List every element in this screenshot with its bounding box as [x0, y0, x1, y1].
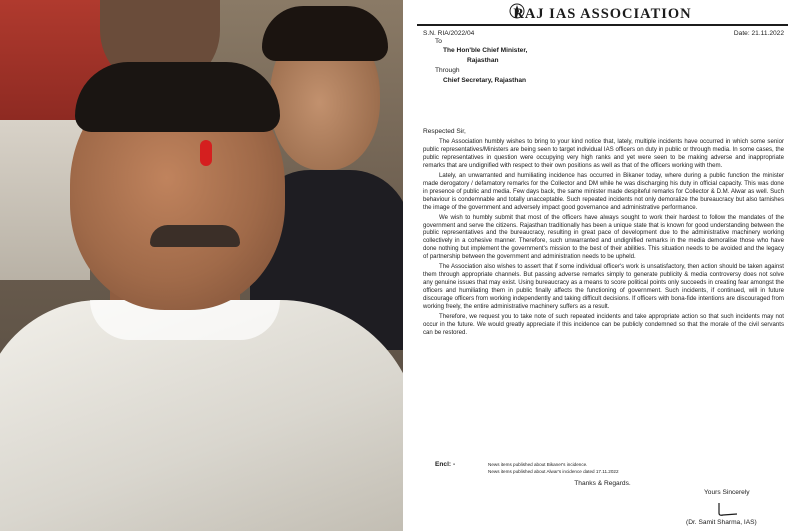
paragraph-1: The Association humbly wishes to bring to your kind notice that, lately, multiple incidents have occurred in which some senior public representatives/Ministers are being seen to target individual IAS officers on duty in public or through media. In some cases, the public representatives in question were occupying very high ranks and yet were seen to be making adverse and inappropriate remarks that are undignified with respect to their own positions as well as that of the officers working with them.	[423, 138, 784, 169]
letterhead-divider	[417, 24, 788, 26]
letterhead-title: RAJ IAS ASSOCIATION	[513, 6, 692, 22]
recipient-line-1: The Hon'ble Chief Minister,	[443, 47, 528, 54]
enclosure-list	[488, 462, 619, 475]
letter-body	[423, 138, 784, 339]
photo-tilak-mark	[200, 140, 212, 166]
enclosure-label: Encl: -	[435, 461, 456, 468]
paragraph-4: The Association also wishes to assert that if some individual officer's work is unsatisfactory, then action should be taken against them through appropriate channels. But passing adverse remarks simply to generate publicity & media controversy does not solve any genuine issues that may exist. Using bureaucracy as a means to score political points only succeeds in creating fear amongst the officers and humiliating them in public finally affects the functioning of government. Such incidents, if continued, will in future discourage officers from working independently and taking difficult decisions. If officers with bona-fide intentions are discouraged from working freely, the entire administrative machinery suffers as a result.	[423, 263, 784, 311]
association-letter	[405, 0, 800, 531]
photo-mustache	[150, 225, 240, 247]
salutation: Respected Sir,	[423, 128, 466, 135]
address-to: To	[435, 38, 442, 45]
photo-minister-hair	[75, 62, 280, 132]
signature-mark	[715, 501, 745, 517]
closing-yours: Yours Sincerely	[704, 489, 750, 496]
enclosure-item: News items published about Alwar's incidence dated 17.11.2022	[488, 468, 619, 474]
address-through: Through	[435, 67, 460, 74]
recipient-line-2: Rajasthan	[467, 57, 499, 64]
through-name: Chief Secretary, Rajasthan	[443, 77, 527, 84]
serial-number: S.N. RIA/2022/04	[423, 30, 475, 37]
photo-young-man-hair	[262, 6, 388, 61]
paragraph-2: Lately, an unwarranted and humiliating incidence has occurred in Bikaner today, where during a public function the minister made derogatory / defamatory remarks for the Collector and DM while he was discharging his duty in official capacity. This was done in presence of public and media. Few days back, the same minister made despiteful remarks for Collector & D.M. Alwar as well. Such behaviour is condemnable and totally unacceptable. Such repeated incidents not only demoralize the bureaucracy but also tarnishes the image of the government and adversely impact good governance and administrative performance.	[423, 171, 784, 211]
paragraph-5: Therefore, we request you to take note of such repeated incidents and take appropriate action so that such incidents may not occur in the future. We would greatly appreciate if this incidence can be publicly condemned so that the morale of the civil servants can be restored.	[423, 313, 784, 336]
enclosure-item: News items published about Bikaner's incidence.	[488, 462, 588, 467]
letter-date: Date: 21.11.2022	[733, 30, 784, 37]
signatory-name: (Dr. Samit Sharma, IAS)	[686, 519, 757, 526]
closing-thanks: Thanks & Regards.	[574, 480, 631, 487]
paragraph-3: We wish to humbly submit that most of the officers have always sought to work their hardest to follow the mandates of the government and serve the citizens. Rajasthan traditionally has been a unique state that is known for good understanding between the public representatives and the bureaucracy, resulting in great pace of development due to the administrative machinery working collectively in a cohesive manner. Therefore, such unwarranted and undignified remarks in the media demoralise those who have done nothing but implement the government's mission to the best of their abilities. This situation needs to be avoided and the legacy of partnership between the government and administration needs to be upheld.	[423, 213, 784, 261]
